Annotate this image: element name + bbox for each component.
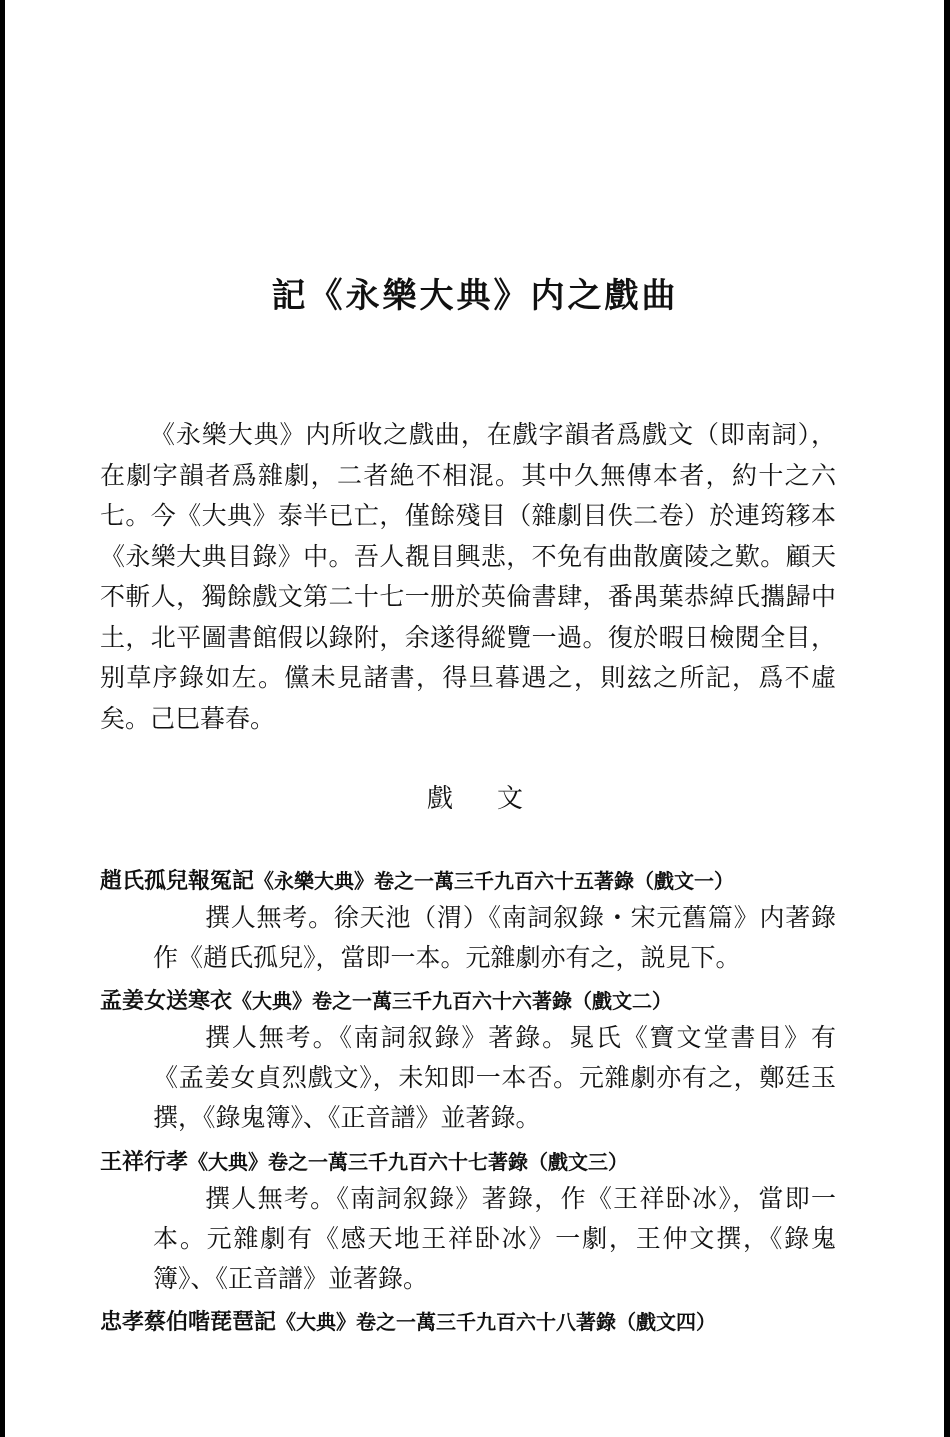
page-edge-right (944, 0, 950, 1437)
entry-body-2: 撰人無考。《南詞叙錄》著錄。晁氏《寶文堂書目》有《孟姜女貞烈戲文》，未知即一本否。元雜劇亦有之，鄭廷玉撰，《錄鬼簿》、《正音譜》並著錄。 (153, 1023, 836, 1132)
entry-heading-4 (100, 1305, 836, 1336)
entry-citation: 《大典》卷之一萬三千九百六十六著錄（戲文二） (232, 989, 673, 1013)
entry-citation: 《大典》卷之一萬三千九百六十八著錄（戲文四） (276, 1310, 717, 1334)
entry-work-title: 忠孝蔡伯喈琵琶記 (100, 1310, 277, 1335)
entry-work-title: 趙氏孤兒報冤記 (100, 869, 255, 894)
entry-citation: 《大典》卷之一萬三千九百六十七著錄（戲文三） (188, 1150, 629, 1174)
entry-heading-2 (100, 984, 836, 1015)
entry-citation: 《永樂大典》卷之一萬三千九百六十五著錄（戲文一） (254, 869, 735, 893)
section-heading: 戲文 (426, 784, 567, 814)
page-edge-left (0, 0, 5, 1437)
intro-paragraph: 《永樂大典》内所收之戲曲，在戲字韻者爲戲文（即南詞），在劇字韻者爲雜劇，二者絶不相混。其中久無傳本者，約十之六七。今《大典》泰半已亡，僅餘殘目（雜劇目佚二卷）於連筠簃本《永樂大典目錄》中。吾人覩目興悲，不免有曲散廣陵之歎。顧天不斬人，獨餘戲文第二十七一册於英倫書肆，番禺葉恭綽氏攜歸中土，北平圖書館假以錄附，余遂得縱覽一過。復於暇日檢閱全目，别草序錄如左。儻未見諸書，得旦暮遇之，則玆之所記，爲不虛矣。己巳暮春。 (100, 420, 836, 733)
entry-body-3: 撰人無考。《南詞叙錄》著錄，作《王祥卧冰》，當即一本。元雜劇有《感天地王祥卧冰》一劇，王仲文撰，《錄鬼簿》、《正音譜》並著錄。 (153, 1184, 836, 1293)
entry-heading-1 (100, 864, 836, 895)
entry-work-title: 王祥行孝 (100, 1150, 189, 1175)
page-title: 記《永樂大典》内之戲曲 (271, 276, 679, 316)
entry-work-title: 孟姜女送寒衣 (100, 989, 233, 1014)
entry-body-1: 撰人無考。徐天池（渭）《南詞叙錄・宋元舊篇》内著錄作《趙氏孤兒》，當即一本。元雜劇亦有之，説見下。 (153, 903, 836, 972)
entry-heading-3 (100, 1145, 836, 1176)
